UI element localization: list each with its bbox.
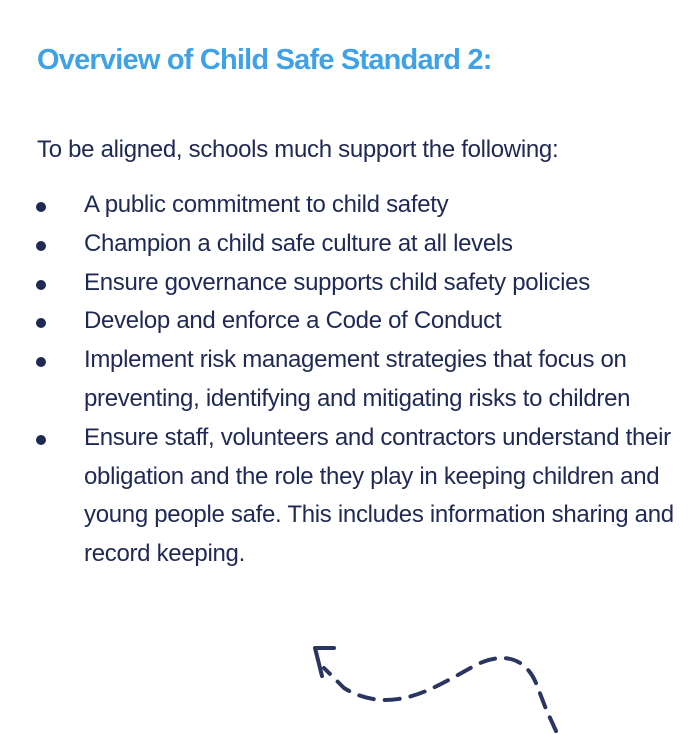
dashed-arrow-curve <box>324 658 556 731</box>
list-item-text: A public commitment to child safety <box>84 191 449 218</box>
list-item <box>0 186 690 225</box>
list-item-text: Ensure staff, volunteers and contractors understand their obligation and the role they play in keeping children and young people safe. This includes information sharing and record keeping. <box>84 423 674 568</box>
bullet-icon <box>36 318 46 328</box>
standard-requirements-list <box>0 186 690 574</box>
page-title: Overview of Child Safe Standard 2: <box>37 44 492 76</box>
list-item <box>0 225 690 264</box>
list-item <box>0 264 690 303</box>
bullet-icon <box>36 241 46 251</box>
intro-text: To be aligned, schools much support the following: <box>37 136 559 163</box>
list-item <box>0 419 690 574</box>
list-item-text: Implement risk management strategies that focus on preventing, identifying and mitigating risks to children <box>84 346 631 412</box>
bullet-icon <box>36 435 46 445</box>
list-item-text: Develop and enforce a Code of Conduct <box>84 307 502 335</box>
arrow-head <box>315 648 334 676</box>
list-item <box>0 302 690 341</box>
list-item-text: Ensure governance supports child safety policies <box>84 268 590 296</box>
list-item <box>0 341 690 419</box>
bullet-icon <box>36 357 46 367</box>
list-item-text: Champion a child safe culture at all levels <box>84 229 513 257</box>
bullet-icon <box>36 280 46 290</box>
bullet-icon <box>36 202 46 212</box>
